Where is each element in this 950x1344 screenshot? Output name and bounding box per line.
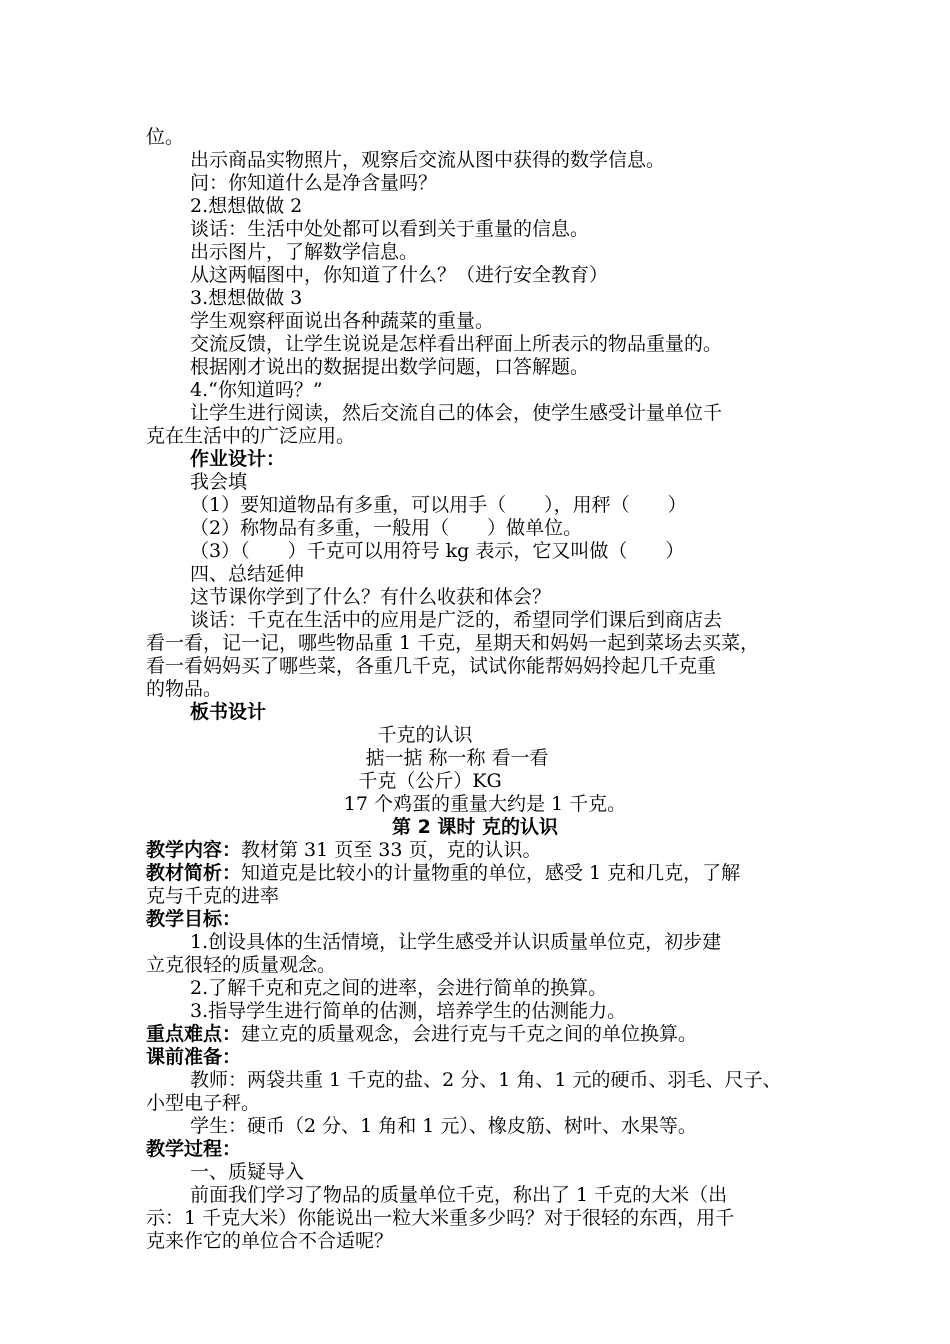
paragraph-line: 看一看，记一记，哪些物品重 1 千克，星期天和妈妈一起到菜场去买菜， [146,632,760,654]
field-text: 知道克是比较小的计量物重的单位，感受 1 克和几克，了解 [241,862,741,884]
lesson-content [146,839,542,862]
goal-item: 立克很轻的质量观念。 [146,954,337,976]
field-label: 教学过程： [146,1138,242,1160]
paragraph-line: 根据刚才说出的数据提出数学问题，口答解题。 [190,356,590,378]
board-line: 掂一掂 称一称 看一看 [365,747,549,769]
lesson-analysis [146,862,740,885]
field-label: 教材简析： [146,862,242,884]
paragraph-line: 克与千克的进率 [146,885,280,907]
paragraph-line: 这节课你学到了什么？有什么收获和体会？ [190,586,552,608]
paragraph-line: 2.想想做做 2 [190,195,303,217]
field-label: 课前准备： [146,1046,242,1068]
paragraph-line: 让学生进行阅读，然后交流自己的体会，使学生感受计量单位千 [190,402,723,424]
paragraph-line: 学生观察秤面说出各种蔬菜的重量。 [190,310,495,332]
section-heading: 作业设计： [190,448,286,470]
exercise-item: （1）要知道物品有多重，可以用手（ ），用秤（ ） [190,494,687,516]
board-line: 千克（公斤）KG [358,770,502,792]
paragraph-line: 示：1 千克大米）你能说出一粒大米重多少吗？对于很轻的东西，用千 [146,1207,735,1229]
goal-item: 3.指导学生进行简单的估测，培养学生的估测能力。 [190,1000,627,1022]
paragraph-line: 从这两幅图中，你知道了什么？（进行安全教育） [190,264,609,286]
paragraph-line: 前面我们学习了物品的质量单位千克，称出了 1 千克的大米（出 [190,1184,728,1206]
paragraph-line: 4.“你知道吗？” [190,379,323,401]
field-text: 教材第 31 页至 33 页，克的认识。 [241,839,542,861]
field-text: 建立克的质量观念，会进行克与千克之间的单位换算。 [241,1023,698,1045]
paragraph-line: 出示图片，了解数学信息。 [190,241,419,263]
paragraph-line: 谈话：千克在生活中的应用是广泛的，希望同学们课后到商店去 [190,609,723,631]
exercise-item: （3）（ ）千克可以用符号 kg 表示，它又叫做（ ） [190,540,685,562]
paragraph-line: 交流反馈，让学生说说是怎样看出秤面上所表示的物品重量的。 [190,333,723,355]
paragraph-line: 谈话：生活中处处都可以看到关于重量的信息。 [190,218,590,240]
paragraph-line: 克在生活中的广泛应用。 [146,425,356,447]
paragraph-line: 我会填 [190,471,248,493]
paragraph-line: 问：你知道什么是净含量吗？ [190,172,438,194]
exercise-item: （2）称物品有多重，一般用（ ）做单位。 [190,517,583,539]
goal-item: 1.创设具体的生活情境，让学生感受并认识质量单位克，初步建 [190,931,722,953]
section-heading: 板书设计 [190,701,267,723]
board-line: 千克的认识 [377,724,473,746]
lesson-key-points [146,1023,697,1046]
paragraph-line: 出示商品实物照片，观察后交流从图中获得的数学信息。 [190,149,666,171]
goal-item: 2.了解千克和克之间的进率，会进行简单的换算。 [190,977,608,999]
prep-item: 小型电子秤。 [146,1092,261,1114]
paragraph-line: 四、总结延伸 [190,563,305,585]
prep-item: 教师：两袋共重 1 千克的盐、2 分、1 角、1 元的硬币、羽毛、尺子、 [190,1069,782,1091]
field-label: 重点难点： [146,1023,242,1045]
field-label: 教学目标： [146,908,242,930]
field-label: 教学内容： [146,839,242,861]
paragraph-line: 克来作它的单位合不合适呢？ [146,1230,394,1252]
paragraph-line: 位。 [146,126,185,148]
prep-item: 学生：硬币（2 分、1 角和 1 元）、橡皮筋、树叶、水果等。 [190,1115,697,1137]
paragraph-line: 看一看妈妈买了哪些菜，各重几千克，试试你能帮妈妈拎起几千克重 [146,655,717,677]
paragraph-line: 的物品。 [146,678,223,700]
board-line: 17 个鸡蛋的重量大约是 1 千克。 [343,793,627,815]
paragraph-line: 一、质疑导入 [190,1161,305,1183]
paragraph-line: 3.想想做做 3 [190,287,303,309]
lesson-title: 第 2 课时 克的认识 [391,816,559,838]
